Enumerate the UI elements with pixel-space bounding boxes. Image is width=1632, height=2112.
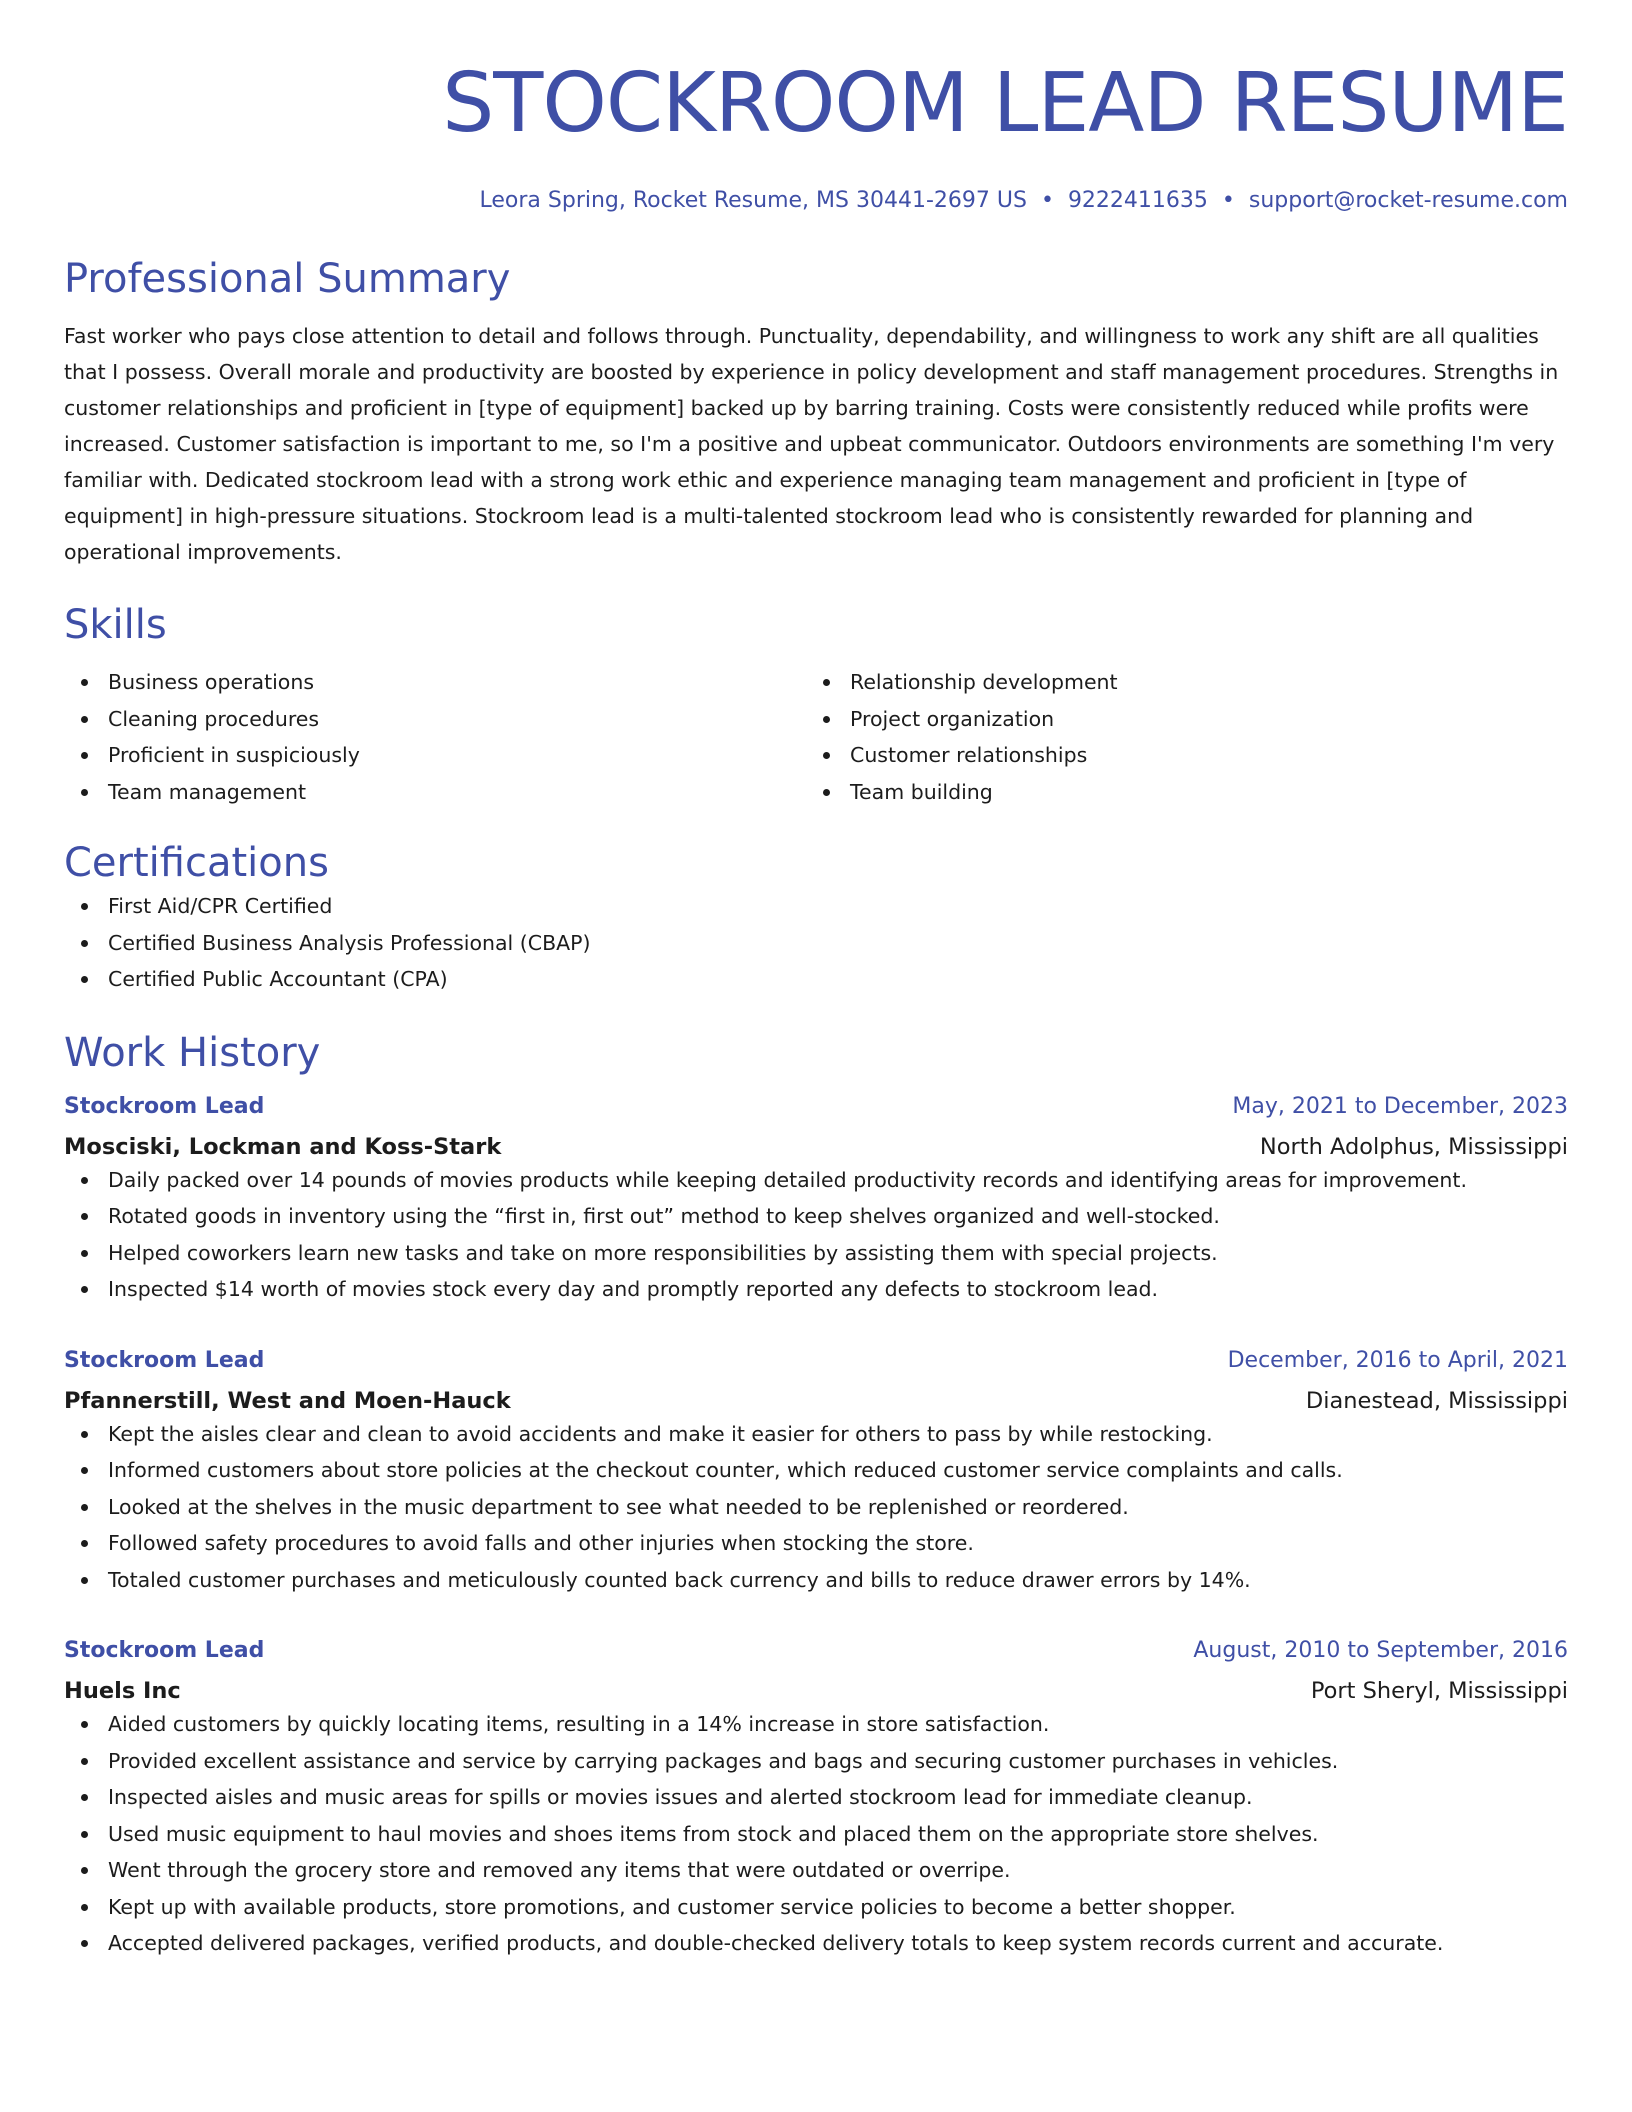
certification-label: Certified Public Accountant (CPA) <box>108 967 448 991</box>
job-duty-item <box>64 1706 1568 1743</box>
skill-label: Cleaning procedures <box>108 706 320 731</box>
job-duty-item <box>64 1852 1568 1889</box>
job-company-row <box>64 1132 1568 1162</box>
bullet-icon <box>81 1867 88 1874</box>
bullet-icon <box>81 1831 88 1838</box>
bullet-icon <box>81 716 88 723</box>
certifications-list <box>64 888 1568 998</box>
skill-label: Business operations <box>108 670 315 694</box>
job-duty-item <box>64 1452 1568 1489</box>
job-entry <box>64 1092 1568 1308</box>
certification-item <box>64 925 1568 962</box>
job-title-row <box>64 1636 1568 1666</box>
bullet-icon <box>81 1794 88 1801</box>
job-title-row <box>64 1346 1568 1376</box>
job-duty-text: Kept the aisles clear and clean to avoid accidents and make it easier for others to pass by while restocking. <box>108 1421 1213 1446</box>
job-title: Stockroom Lead <box>64 1347 265 1373</box>
job-company: Mosciski, Lockman and Koss-Stark <box>64 1133 502 1160</box>
job-duty-text: Used music equipment to haul movies and shoes items from stock and placed them on the appropriate store shelves. <box>108 1821 1319 1846</box>
bullet-icon <box>81 752 88 759</box>
job-dates: December, 2016 to April, 2021 <box>1227 1347 1568 1373</box>
certification-item <box>64 888 1568 925</box>
contact-separator: • <box>1040 188 1054 213</box>
job-entry <box>64 1346 1568 1599</box>
skill-label: Team building <box>850 779 993 804</box>
job-duty-item <box>64 1162 1568 1199</box>
certification-label: Certified Business Analysis Professional (CBAP) <box>108 930 591 955</box>
job-location: North Adolphus, Mississippi <box>1259 1133 1568 1160</box>
work-history-heading: Work History <box>64 1029 321 1076</box>
bullet-icon <box>81 1904 88 1911</box>
job-duty-item <box>64 1889 1568 1926</box>
job-duty-text: Kept up with available products, store promotions, and customer service policies to become a better shopper. <box>108 1894 1236 1919</box>
job-duty-item <box>64 1271 1568 1308</box>
bullet-icon <box>81 1758 88 1765</box>
bullet-icon <box>823 752 830 759</box>
skill-item <box>64 737 806 774</box>
job-entry <box>64 1636 1568 1962</box>
skill-item <box>64 774 806 811</box>
skills-grid <box>64 664 1568 810</box>
certification-item <box>64 961 1568 998</box>
bullet-icon <box>81 1721 88 1728</box>
bullet-icon <box>81 940 88 947</box>
job-duty-text: Went through the grocery store and removed any items that were outdated or overripe. <box>108 1858 1011 1882</box>
job-duty-text: Accepted delivered packages, verified products, and double-checked delivery totals to keep system records current and accurate. <box>108 1931 1444 1955</box>
job-duty-item <box>64 1489 1568 1526</box>
professional-summary-section <box>64 254 1568 570</box>
job-title-row <box>64 1092 1568 1122</box>
job-company-row <box>64 1676 1568 1706</box>
bullet-icon <box>81 1286 88 1293</box>
skill-label: Relationship development <box>850 670 1118 694</box>
bullet-icon <box>823 716 830 723</box>
contact-separator: • <box>1221 188 1235 213</box>
skill-item <box>806 774 1548 811</box>
job-duty-item <box>64 1816 1568 1853</box>
bullet-icon <box>81 679 88 686</box>
skills-heading: Skills <box>64 602 167 648</box>
job-company: Pfannerstill, West and Moen-Hauck <box>64 1387 511 1414</box>
bullet-icon <box>81 976 88 983</box>
skill-item <box>806 701 1548 738</box>
resume-title: STOCKROOM LEAD RESUME <box>442 56 1568 151</box>
job-duty-item <box>64 1743 1568 1780</box>
job-duty-text: Inspected aisles and music areas for spills or movies issues and alerted stockroom lead for immediate cleanup. <box>108 1785 1253 1809</box>
contact-phone: 9222411635 <box>1067 188 1208 213</box>
summary-heading: Professional Summary <box>64 256 511 302</box>
job-company-row <box>64 1386 1568 1416</box>
bullet-icon <box>81 1177 88 1184</box>
bullet-icon <box>81 1940 88 1947</box>
job-duty-text: Daily packed over 14 pounds of movies products while keeping detailed productivity records and identifying areas for improvement. <box>108 1167 1467 1192</box>
bullet-icon <box>81 1250 88 1257</box>
bullet-icon <box>823 679 830 686</box>
bullet-icon <box>81 789 88 796</box>
skill-label: Customer relationships <box>850 743 1088 767</box>
bullet-icon <box>81 1540 88 1547</box>
job-location: Port Sheryl, Mississippi <box>1310 1678 1568 1704</box>
work-history-section <box>64 1028 1568 1962</box>
job-duty-text: Provided excellent assistance and service by carrying packages and bags and securing customer purchases in vehicles. <box>108 1748 1339 1773</box>
skill-item <box>806 737 1548 774</box>
bullet-icon <box>81 1504 88 1511</box>
job-duty-item <box>64 1525 1568 1562</box>
summary-text: Fast worker who pays close attention to detail and follows through. Punctuality, dependability, and willingness to work any shift are all qualities that I possess. Overall morale and productivity are boosted by experience in policy development and staff management procedures. Strengths in customer relationships and proficient in [type of equipment] backed up by barring training. Costs were consistently reduced while profits were increased. Customer satisfaction is important to me, so I'm a positive and upbeat communicator. Outdoors environments are something I'm very familiar with. Dedicated stockroom lead with a strong work ethic and experience managing team management and proficient in [type of equipment] in high-pressure situations. Stockroom lead is a multi-talented stockroom lead who is consistently rewarded for planning and operational improvements. <box>64 324 1559 564</box>
job-dates: August, 2010 to September, 2016 <box>1193 1638 1568 1663</box>
bullet-icon <box>81 1577 88 1584</box>
job-company: Huels Inc <box>64 1678 181 1704</box>
skill-label: Project organization <box>850 706 1055 731</box>
job-duties-list <box>64 1162 1568 1308</box>
job-title: Stockroom Lead <box>64 1093 265 1119</box>
contact-email: support@rocket-resume.com <box>1248 188 1568 213</box>
job-duty-item <box>64 1235 1568 1272</box>
bullet-icon <box>81 903 88 910</box>
certification-label: First Aid/CPR Certified <box>108 894 333 918</box>
skill-item <box>64 664 806 701</box>
job-duty-text: Informed customers about store policies at the checkout counter, which reduced customer service complaints and calls. <box>108 1458 1343 1482</box>
job-dates: May, 2021 to December, 2023 <box>1232 1093 1568 1119</box>
job-duties-list <box>64 1706 1568 1962</box>
job-duty-text: Inspected $14 worth of movies stock every day and promptly reported any defects to stockroom lead. <box>108 1277 1159 1301</box>
job-duty-item <box>64 1925 1568 1962</box>
skill-item <box>64 701 806 738</box>
job-duty-item <box>64 1779 1568 1816</box>
bullet-icon <box>81 1213 88 1220</box>
skills-list-right <box>806 664 1548 810</box>
job-duties-list <box>64 1416 1568 1599</box>
job-title: Stockroom Lead <box>64 1638 265 1663</box>
certifications-section <box>64 838 1568 998</box>
skill-item <box>806 664 1548 701</box>
contact-line <box>64 186 1568 216</box>
job-duty-item <box>64 1198 1568 1235</box>
bullet-icon <box>81 1431 88 1438</box>
job-duty-text: Totaled customer purchases and meticulously counted back currency and bills to reduce drawer errors by 14%. <box>108 1567 1251 1592</box>
job-duty-text: Looked at the shelves in the music department to see what needed to be replenished or reordered. <box>108 1494 1129 1519</box>
contact-address: Leora Spring, Rocket Resume, MS 30441-2697 US <box>479 188 1027 213</box>
bullet-icon <box>81 1467 88 1474</box>
job-duty-item <box>64 1562 1568 1599</box>
job-duty-text: Helped coworkers learn new tasks and take on more responsibilities by assisting them with special projects. <box>108 1240 1218 1265</box>
certifications-heading: Certifications <box>64 840 329 886</box>
job-duty-text: Aided customers by quickly locating items, resulting in a 14% increase in store satisfaction. <box>108 1712 1050 1736</box>
job-location: Dianestead, Mississippi <box>1305 1387 1568 1414</box>
job-duty-text: Followed safety procedures to avoid falls and other injuries when stocking the store. <box>108 1531 974 1555</box>
skill-label: Team management <box>108 779 307 804</box>
skills-section <box>64 600 1568 810</box>
skill-label: Proficient in suspiciously <box>108 743 360 767</box>
job-duty-item <box>64 1416 1568 1453</box>
bullet-icon <box>823 789 830 796</box>
job-duty-text: Rotated goods in inventory using the “first in, first out” method to keep shelves organized and well-stocked. <box>108 1204 1220 1228</box>
skills-list-left <box>64 664 806 810</box>
